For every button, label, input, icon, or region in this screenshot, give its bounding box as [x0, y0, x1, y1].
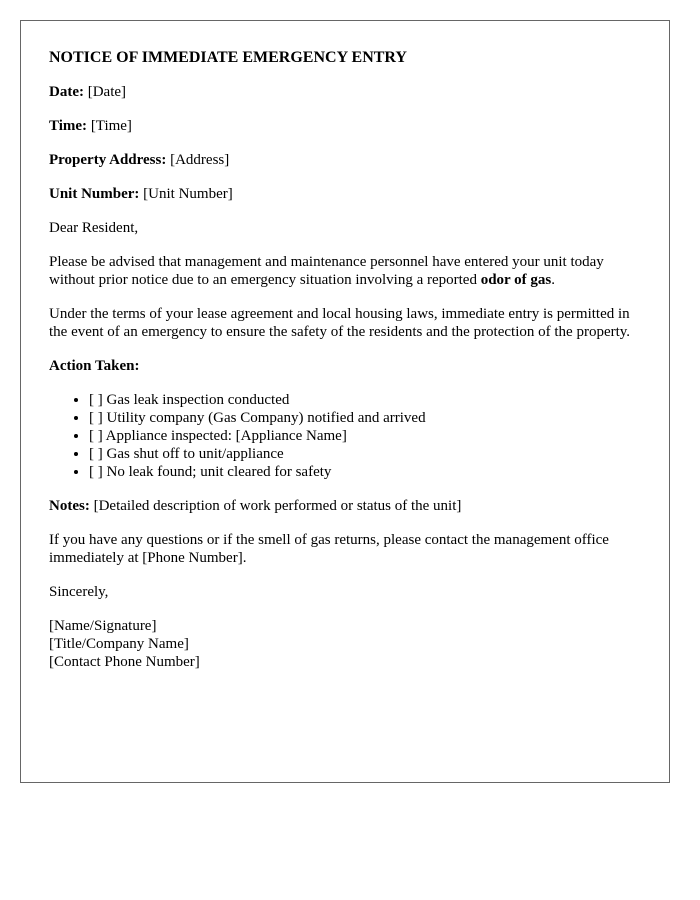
- notes-value: [Detailed description of work performed or status of the unit]: [93, 498, 462, 514]
- unit-field: [49, 185, 649, 203]
- date-field: [49, 83, 649, 101]
- address-field: [49, 151, 649, 169]
- entry-explanation-text: Please be advised that management and maintenance personnel have entered your unit today without prior notice due to an emergency situation involving a reported: [49, 254, 604, 288]
- action-item: • [ ] Utility company (Gas Company) notified and arrived: [89, 409, 649, 427]
- action-heading: Action Taken:: [49, 358, 140, 374]
- signature-block: [49, 617, 649, 671]
- entry-explanation-paragraph: [49, 253, 649, 289]
- date-label: Date:: [49, 84, 84, 100]
- greeting: Dear Resident,: [49, 220, 139, 236]
- time-label: Time:: [49, 118, 88, 134]
- entry-reason-emphasis: odor of gas: [480, 272, 552, 288]
- contact-paragraph: If you have any questions or if the smell of gas returns, please contact the management office immediately at [Phone Number].: [49, 532, 609, 566]
- date-value: [Date]: [87, 84, 127, 100]
- action-item: • [ ] No leak found; unit cleared for safety: [89, 463, 649, 481]
- notes-field: [49, 497, 649, 515]
- action-list: [49, 391, 649, 481]
- notice-document: [20, 20, 670, 783]
- time-value: [Time]: [90, 118, 132, 134]
- unit-value: [Unit Number]: [143, 186, 233, 202]
- legal-basis-paragraph: Under the terms of your lease agreement and local housing laws, immediate entry is permitted in the event of an emergency to ensure the safety of the residents and the protection of the property.: [49, 306, 631, 340]
- signature-name: [Name/Signature]: [49, 618, 157, 634]
- address-label: Property Address:: [49, 152, 167, 168]
- notice-title: NOTICE OF IMMEDIATE EMERGENCY ENTRY: [49, 49, 407, 66]
- signature-phone: [Contact Phone Number]: [49, 654, 200, 670]
- action-item: • [ ] Gas shut off to unit/appliance: [89, 445, 649, 463]
- time-field: [49, 117, 649, 135]
- action-item: • [ ] Gas leak inspection conducted: [89, 391, 649, 409]
- unit-label: Unit Number:: [49, 186, 140, 202]
- action-item: • [ ] Appliance inspected: [Appliance Name]: [89, 427, 649, 445]
- entry-explanation-end: .: [551, 272, 556, 288]
- signature-title: [Title/Company Name]: [49, 636, 189, 652]
- notes-label: Notes:: [49, 498, 90, 514]
- address-value: [Address]: [170, 152, 230, 168]
- closing: Sincerely,: [49, 584, 109, 600]
